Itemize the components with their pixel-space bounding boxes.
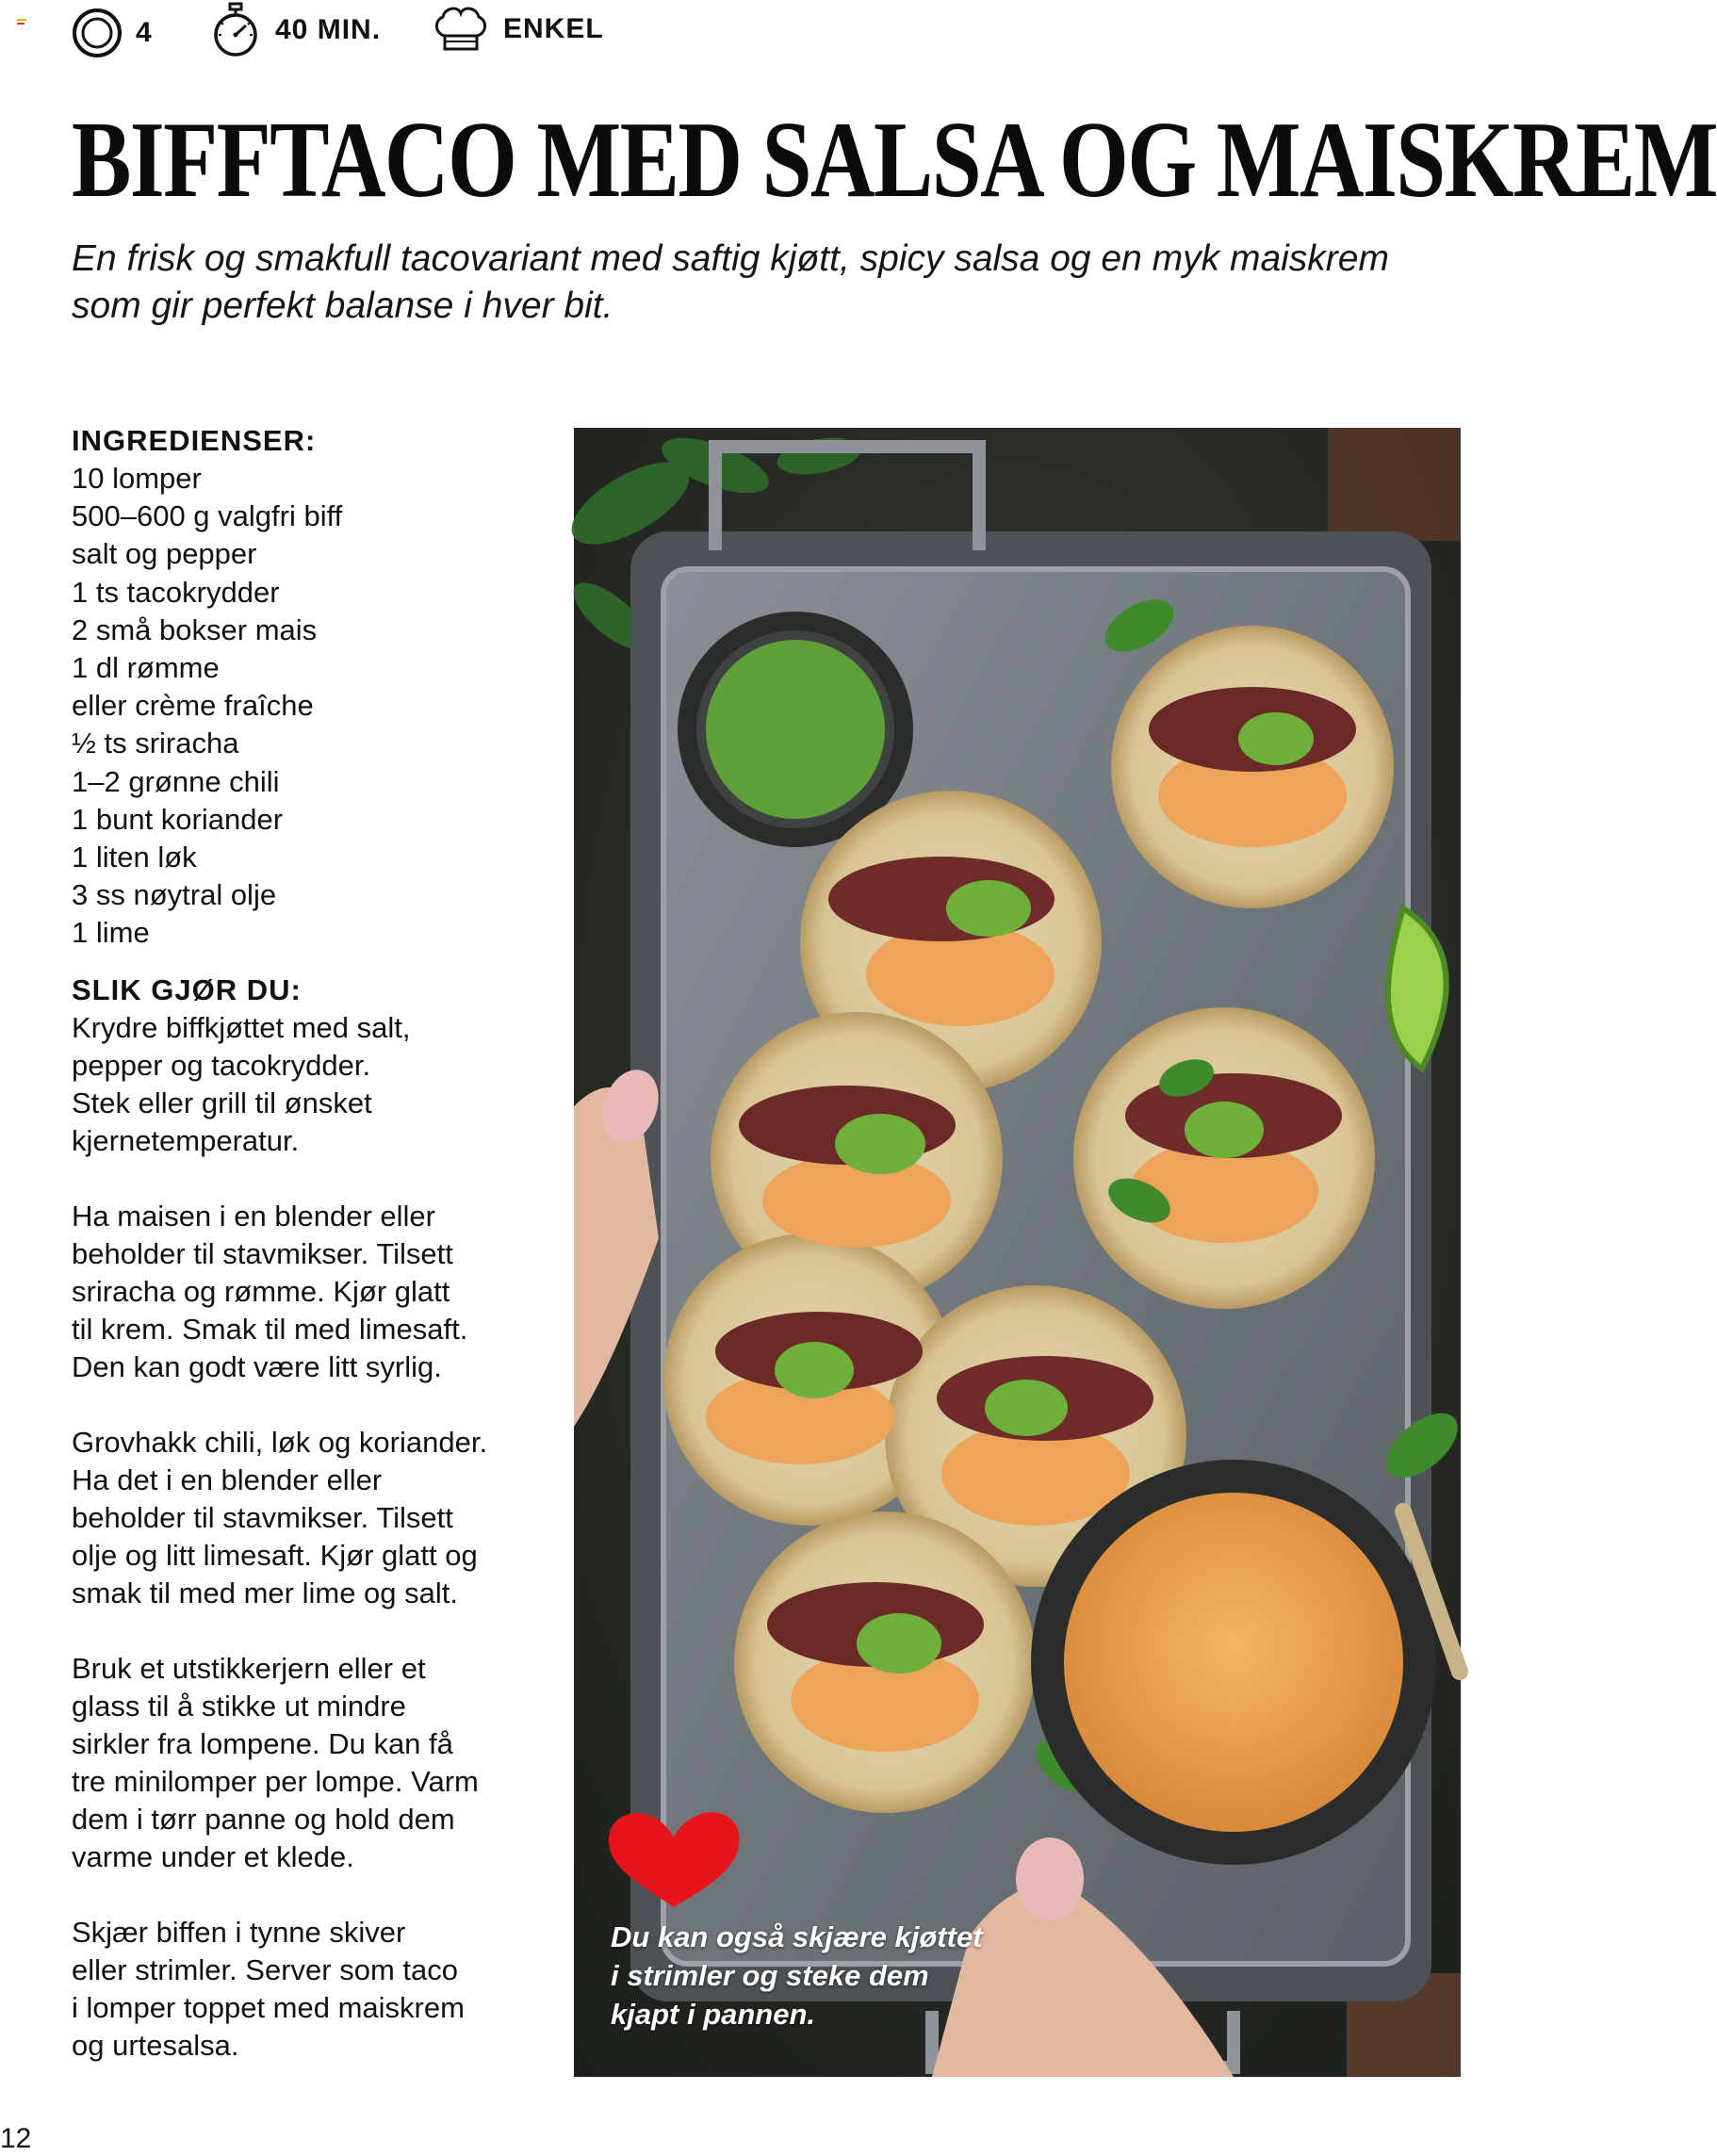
ingredient-item: eller crème fraîche — [72, 689, 314, 723]
heart-icon — [603, 1809, 744, 1911]
ingredient-item: 1 ts tacokrydder — [72, 575, 280, 609]
cooking-time: 40 MIN. — [275, 14, 382, 45]
method-step: Skjær biffen i tynne skiver eller strimler. Server som taco i lomper toppet med maiskrem og urtesalsa. — [72, 1915, 465, 2062]
method-step: Bruk et utstikkerjern eller et glass til å stikke ut mindre sirkler fra lompene. Du kan få tre minilomper per lompe. Varm dem i tørr panne og hold dem varme under et klede. — [72, 1651, 479, 1873]
recipe-text-column — [72, 422, 562, 2102]
stopwatch-icon — [209, 2, 262, 58]
ingredient-item: 2 små bokser mais — [72, 612, 318, 646]
servings-plate-icon — [72, 8, 123, 58]
servings-item — [72, 8, 153, 58]
ingredient-item: salt og pepper — [72, 537, 257, 571]
page-number: 12 — [0, 2123, 32, 2154]
servings-count: 4 — [136, 17, 153, 48]
method-step: Grovhakk chili, løk og koriander. Ha det i en blender eller beholder til stavmikser. Tilsett olje og litt limesaft. Kjør glatt og smak til med mer lime og salt. — [72, 1425, 488, 1609]
ingredient-item: 1 bunt koriander — [72, 802, 284, 836]
recipe-meta-row — [0, 0, 848, 62]
difficulty-level: ENKEL — [503, 13, 604, 44]
ingredient-item: 1 dl rømme — [72, 651, 220, 685]
recipe-title: BIFFTACO MED SALSA OG MAISKREM — [72, 100, 1717, 220]
ingredients-list — [72, 460, 562, 953]
difficulty-item — [432, 4, 604, 55]
ingredient-item: 1 lime — [72, 916, 150, 950]
ingredient-item: ½ ts sriracha — [72, 727, 239, 760]
time-item — [209, 2, 381, 58]
ingredients-heading: INGREDIENSER: — [72, 424, 317, 457]
chef-hat-icon — [432, 4, 490, 55]
ingredient-item: 10 lomper — [72, 462, 202, 495]
ingredient-item: 1 liten løk — [72, 841, 197, 874]
ingredient-item: 500–600 g valgfri biff — [72, 499, 343, 533]
method-heading: SLIK GJØR DU: — [72, 972, 302, 1006]
method-step: Ha maisen i en blender eller beholder til stavmikser. Tilsett sriracha og rømme. Kjør glatt til krem. Smak til med limesaft. Den kan godt være litt syrlig. — [72, 1199, 468, 1383]
tip-caption: Du kan også skjære kjøttet i strimler og steke dem kjapt i pannen. — [611, 1920, 983, 2031]
ingredient-item: 1–2 grønne chili — [72, 764, 280, 798]
page-marker — [17, 19, 26, 26]
recipe-intro: En frisk og smakfull tacovariant med saftig kjøtt, spicy salsa og en myk maiskrem som gir perfekt balanse i hver bit. — [72, 238, 1389, 326]
ingredient-item: 3 ss nøytral olje — [72, 878, 277, 912]
method-step: Krydre biffkjøttet med salt, pepper og tacokrydder. Stek eller grill til ønsket kjernetemperatur. — [72, 1010, 411, 1157]
